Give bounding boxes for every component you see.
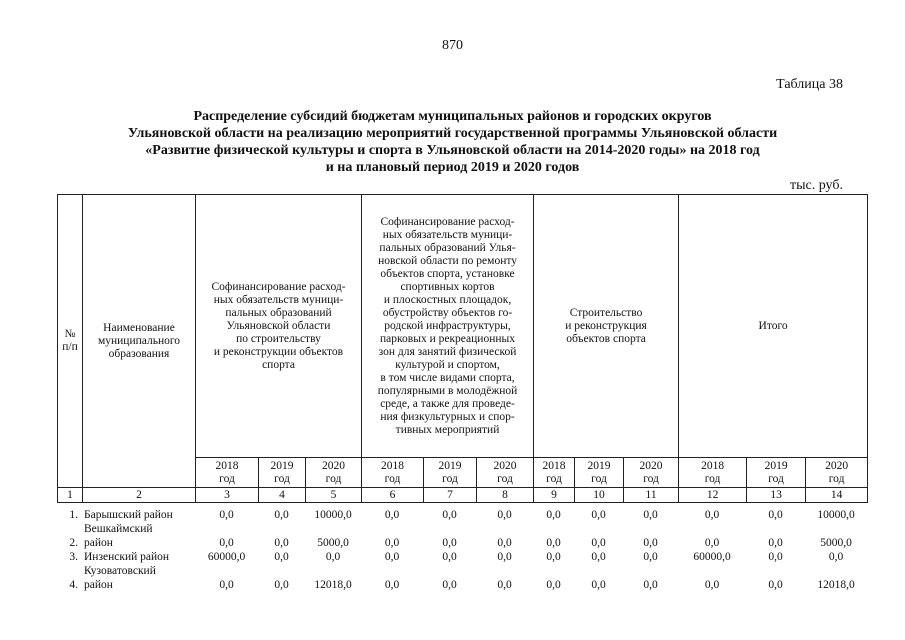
year-cell-line: год bbox=[442, 472, 458, 485]
row-value: 0,0 bbox=[274, 579, 289, 591]
subsidy-table-body bbox=[57, 508, 867, 592]
year-cell-line: 2019 bbox=[270, 459, 294, 472]
table-label: Таблица 38 bbox=[776, 77, 843, 92]
header-line: муниципального bbox=[97, 334, 181, 347]
row-name-line: Инзенский район bbox=[84, 551, 170, 563]
year-cell-line: год bbox=[546, 472, 562, 485]
row-value: 0,0 bbox=[497, 551, 512, 563]
year-cell-line: год bbox=[591, 472, 607, 485]
header-line: культурой и спортом, bbox=[395, 358, 500, 371]
units-label: тыс. руб. bbox=[790, 178, 843, 193]
year-cell bbox=[196, 458, 259, 488]
year-cell bbox=[806, 458, 868, 488]
row-value: 0,0 bbox=[591, 579, 606, 591]
column-number-row bbox=[58, 488, 868, 503]
header-line: № bbox=[64, 328, 76, 340]
header-group-repair bbox=[362, 195, 534, 458]
year-cell-line: год bbox=[384, 472, 401, 485]
header-line: Наименование bbox=[103, 321, 175, 334]
year-cell bbox=[624, 458, 679, 488]
row-value: 0,0 bbox=[546, 579, 561, 591]
row-value: 10000,0 bbox=[314, 509, 352, 521]
year-cell-line: год bbox=[768, 472, 784, 485]
row-value: 0,0 bbox=[828, 551, 844, 563]
row-value: 0,0 bbox=[384, 537, 400, 549]
title-line: и на плановый период 2019 и 2020 годов bbox=[325, 160, 580, 175]
header-line: обустройству объектов го- bbox=[382, 306, 513, 319]
row-value: 0,0 bbox=[704, 579, 720, 591]
column-number-cell: 14 bbox=[806, 488, 868, 503]
row-value: 0,0 bbox=[442, 551, 457, 563]
row-name-line: Вешкаймский bbox=[84, 523, 153, 535]
year-cell bbox=[362, 458, 424, 488]
row-value: 0,0 bbox=[643, 537, 658, 549]
year-cell-line: год bbox=[704, 472, 721, 485]
year-cell bbox=[534, 458, 575, 488]
year-cell bbox=[679, 458, 747, 488]
header-line: спорта bbox=[262, 358, 295, 371]
row-value: 12018,0 bbox=[314, 579, 352, 591]
row-value: 0,0 bbox=[546, 537, 561, 549]
year-cell bbox=[259, 458, 306, 488]
row-value: 0,0 bbox=[442, 537, 457, 549]
column-number-cell: 7 bbox=[424, 488, 477, 503]
row-value: 0,0 bbox=[384, 551, 400, 563]
year-cell-line: 2019 bbox=[587, 459, 611, 472]
header-line: в том числе видами спорта, bbox=[380, 371, 515, 384]
year-cell-line: год bbox=[274, 472, 290, 485]
header-line: пальных образований bbox=[225, 306, 332, 319]
year-cell-line: 2018 bbox=[381, 459, 405, 472]
row-value: 0,0 bbox=[219, 579, 234, 591]
row-value: 0,0 bbox=[497, 579, 512, 591]
row-value: 0,0 bbox=[442, 509, 457, 521]
row-name bbox=[82, 550, 195, 564]
row-value: 5000,0 bbox=[820, 537, 852, 549]
header-line: парковых и рекреационных bbox=[380, 332, 515, 345]
page-number: 870 bbox=[442, 38, 463, 53]
year-cell bbox=[477, 458, 534, 488]
column-number-cell: 2 bbox=[83, 488, 196, 503]
row-name bbox=[82, 564, 195, 592]
row-value: 0,0 bbox=[219, 509, 234, 521]
row-value: 5000,0 bbox=[317, 537, 349, 549]
table-row bbox=[57, 564, 867, 592]
row-value: 0,0 bbox=[643, 579, 658, 591]
year-cell bbox=[306, 458, 362, 488]
subsidy-table-header bbox=[57, 194, 868, 503]
row-value: 0,0 bbox=[497, 509, 512, 521]
header-line: спортивных кортов bbox=[400, 280, 495, 293]
row-value: 0,0 bbox=[274, 509, 289, 521]
header-line: объектов спорта bbox=[566, 332, 646, 345]
column-number-cell: 4 bbox=[259, 488, 306, 503]
row-name-line: район bbox=[84, 579, 113, 591]
row-value: 60000,0 bbox=[693, 551, 731, 563]
table-row bbox=[57, 508, 867, 522]
header-line: ных обязательств муници- bbox=[382, 228, 513, 241]
year-cell-line: 2020 bbox=[493, 459, 517, 472]
row-name-line: Барышский район bbox=[84, 509, 173, 521]
column-number-cell: 3 bbox=[196, 488, 259, 503]
year-cell-line: 2019 bbox=[764, 459, 788, 472]
row-value: 0,0 bbox=[384, 579, 400, 591]
title-line: «Развитие физической культуры и спорта в Ульяновской области на 2014-2020 годы» на 2018 год bbox=[145, 143, 760, 158]
header-name bbox=[83, 195, 196, 488]
header-line: и реконструкции объектов bbox=[213, 345, 344, 358]
row-name-line: Кузоватовский bbox=[84, 565, 156, 577]
header-line: Строительство bbox=[569, 306, 643, 319]
row-value: 0,0 bbox=[325, 551, 341, 563]
year-cell-line: 2020 bbox=[322, 459, 345, 472]
column-number-cell: 13 bbox=[747, 488, 806, 503]
row-name bbox=[82, 508, 195, 522]
year-cell-line: 2019 bbox=[438, 459, 462, 472]
row-value: 0,0 bbox=[643, 551, 658, 563]
row-value: 0,0 bbox=[591, 509, 606, 521]
row-name bbox=[82, 522, 195, 550]
row-value: 0,0 bbox=[274, 551, 289, 563]
header-line: Софинансирование расход- bbox=[380, 215, 515, 228]
header-line: Итого bbox=[758, 319, 788, 332]
header-line: образования bbox=[108, 347, 170, 360]
table-row bbox=[57, 550, 867, 564]
column-number-cell: 12 bbox=[679, 488, 747, 503]
year-cell-line: год bbox=[219, 472, 235, 485]
year-cell-line: год bbox=[828, 472, 845, 485]
header-line: зон для занятий физической bbox=[378, 345, 517, 358]
header-num bbox=[58, 195, 83, 488]
header-line: родской инфраструктуры, bbox=[384, 319, 511, 332]
year-cell-line: год bbox=[497, 472, 513, 485]
row-value: 0,0 bbox=[384, 509, 400, 521]
column-number-cell: 8 bbox=[477, 488, 534, 503]
column-number-cell: 9 bbox=[534, 488, 575, 503]
column-number-cell: 1 bbox=[58, 488, 83, 503]
header-line: ния физкультурных и спор- bbox=[380, 410, 515, 423]
year-cell-line: 2018 bbox=[701, 459, 725, 472]
year-cell-line: 2020 bbox=[639, 459, 663, 472]
header-line: популярными в молодёжной bbox=[377, 384, 518, 397]
header-line: новской области по ремонту bbox=[378, 254, 517, 267]
row-value: 0,0 bbox=[219, 537, 234, 549]
row-value: 0,0 bbox=[442, 579, 457, 591]
row-value: 0,0 bbox=[704, 509, 720, 521]
row-value: 0,0 bbox=[768, 537, 783, 549]
header-line: по строительству bbox=[236, 332, 321, 345]
year-cell-line: 2018 bbox=[542, 459, 566, 472]
header-line: и плоскостных площадок, bbox=[383, 293, 512, 306]
header-line: объектов спорта, установке bbox=[380, 267, 515, 280]
year-cell-line: 2020 bbox=[825, 459, 849, 472]
row-value: 0,0 bbox=[768, 579, 783, 591]
column-number-cell: 5 bbox=[306, 488, 362, 503]
year-cell bbox=[424, 458, 477, 488]
row-value: 0,0 bbox=[591, 551, 606, 563]
row-value: 0,0 bbox=[546, 551, 561, 563]
column-number-cell: 6 bbox=[362, 488, 424, 503]
row-value: 0,0 bbox=[546, 509, 561, 521]
title-line: Распределение субсидий бюджетам муниципальных районов и городских округов bbox=[193, 109, 712, 124]
row-value: 0,0 bbox=[704, 537, 720, 549]
row-value: 0,0 bbox=[497, 537, 512, 549]
year-cell bbox=[575, 458, 624, 488]
year-cell bbox=[747, 458, 806, 488]
row-index: 4. bbox=[69, 579, 78, 591]
title-line: Ульяновской области на реализацию мероприятий государственной программы Ульяновской области bbox=[127, 126, 778, 141]
document-title bbox=[40, 108, 865, 176]
header-line: Ульяновской области bbox=[226, 319, 331, 332]
header-line: п/п bbox=[62, 341, 78, 353]
table-row bbox=[57, 522, 867, 550]
row-value: 0,0 bbox=[274, 537, 289, 549]
row-value: 12018,0 bbox=[817, 579, 855, 591]
header-line: среде, а также для проведе- bbox=[380, 397, 515, 410]
year-cell-line: год bbox=[643, 472, 659, 485]
row-value: 0,0 bbox=[643, 509, 658, 521]
header-group-construction-reconstruction bbox=[196, 195, 362, 458]
row-name-line: район bbox=[84, 537, 113, 549]
row-value: 0,0 bbox=[768, 551, 783, 563]
year-cell-line: 2018 bbox=[215, 459, 239, 472]
row-value: 10000,0 bbox=[817, 509, 855, 521]
header-line: Софинансирование расход- bbox=[211, 280, 346, 293]
row-index: 1. bbox=[69, 509, 78, 521]
header-line: тивных мероприятий bbox=[395, 423, 500, 436]
column-number-cell: 10 bbox=[575, 488, 624, 503]
column-number-cell: 11 bbox=[624, 488, 679, 503]
header-line: ных обязательств муници- bbox=[213, 293, 344, 306]
row-index: 3. bbox=[69, 551, 78, 563]
header-line: и реконструкция bbox=[565, 319, 647, 332]
row-value: 0,0 bbox=[591, 537, 606, 549]
header-group-construction bbox=[534, 195, 679, 458]
header-group-total bbox=[679, 195, 868, 458]
year-cell-line: год bbox=[325, 472, 342, 485]
row-index: 2. bbox=[69, 537, 78, 549]
row-value: 0,0 bbox=[768, 509, 783, 521]
row-value: 60000,0 bbox=[207, 551, 246, 563]
header-line: пальных образований Улья- bbox=[379, 241, 516, 254]
